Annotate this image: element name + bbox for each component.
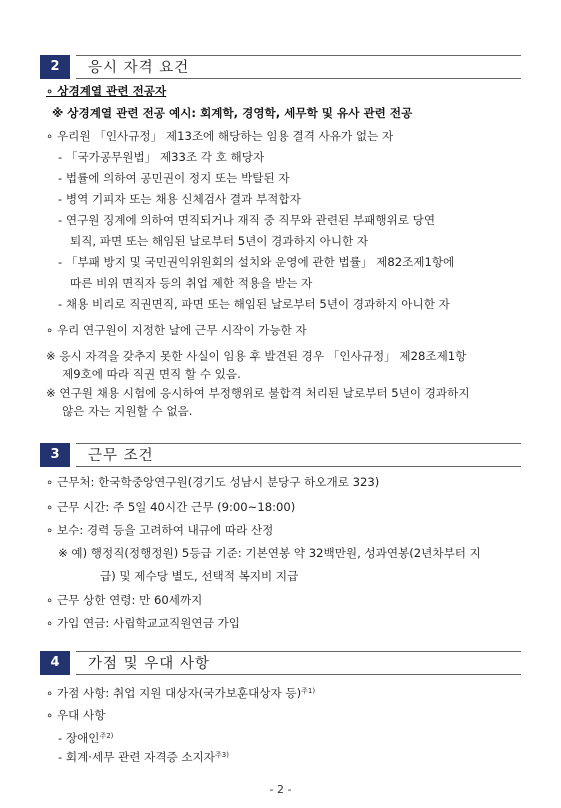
divider <box>76 78 521 79</box>
section-header-2 <box>40 55 521 79</box>
reg-sub-item: - 「부패 방지 및 국민권익위원회의 설치와 운영에 관한 법률」 제82조제1항에 <box>58 255 455 269</box>
pref-item: ∘ 우대 사항 <box>46 708 106 722</box>
reg-item: ∘ 우리원 「인사규정」 제13조에 해당하는 임용 결격 사유가 없는 자 <box>46 129 394 143</box>
major-heading: ∘ 상경계열 관련 전공자 <box>46 84 167 98</box>
pref-sub-item <box>58 728 113 746</box>
bonus-item <box>46 683 315 701</box>
work-item: ∘ 가입 연금: 사립학교교직원연금 가입 <box>46 616 240 630</box>
work-item: ∘ 보수: 경력 등을 고려하여 내규에 따라 산정 <box>46 523 274 537</box>
start-item: ∘ 우리 연구원이 지정한 날에 근무 시작이 가능한 자 <box>46 323 307 337</box>
note-line-cont: 제9호에 따라 직권 면직 할 수 있음. <box>62 367 241 381</box>
reg-sub-item: - 병역 기피자 또는 채용 신체검사 결과 부적합자 <box>58 192 301 206</box>
section-number: 3 <box>40 443 70 467</box>
work-item: ∘ 근무처: 한국학중앙연구원(경기도 성남시 분당구 하오개로 323) <box>46 475 380 489</box>
pref-sub-text: - 회계·세무 관련 자격증 소지자 <box>58 750 216 764</box>
footnote-ref: 주1) <box>301 687 316 695</box>
reg-sub-item-cont: 따른 비위 면직자 등의 취업 제한 적용을 받는 자 <box>70 276 313 290</box>
section-header-3 <box>40 443 521 467</box>
divider <box>76 466 521 467</box>
page-number: - 2 - <box>269 783 292 796</box>
reg-sub-item: - 법률에 의하여 공민권이 정지 또는 박탈된 자 <box>58 171 290 185</box>
note-line-cont: 않은 자는 지원할 수 없음. <box>62 404 193 418</box>
work-note: ※ 예) 행정직(정행정원) 5등급 기준: 기본연봉 약 32백만원, 성과연봉(2년차부터 지 <box>58 546 481 560</box>
work-item: ∘ 근무 시간: 주 5일 40시간 근무 (9:00~18:00) <box>46 500 296 514</box>
divider <box>76 674 521 675</box>
reg-sub-item: - 「국가공무원법」 제33조 각 호 해당자 <box>58 150 265 164</box>
work-item: ∘ 근무 상한 연령: 만 60세까지 <box>46 593 203 607</box>
work-note-cont: 급) 및 제수당 별도, 선택적 복지비 지급 <box>100 569 299 583</box>
reg-sub-item: - 연구원 징계에 의하여 면직되거나 재직 중 직무와 관련된 부패행위로 당연 <box>58 213 436 227</box>
reg-sub-item: - 채용 비리로 직권면직, 파면 또는 해임된 날로부터 5년이 경과하지 아니한 자 <box>58 297 450 311</box>
section-header-4 <box>40 651 521 675</box>
major-note: ※ 상경계열 관련 전공 예시: 회계학, 경영학, 세무학 및 유사 관련 전공 <box>52 106 413 120</box>
reg-sub-item-cont: 퇴직, 파면 또는 해임된 날로부터 5년이 경과하지 아니한 자 <box>70 234 369 248</box>
note-line: ※ 연구원 채용 시험에 응시하여 부정행위로 불합격 처리된 날로부터 5년이 경과하지 <box>46 386 470 400</box>
pref-sub-text: - 장애인 <box>58 731 100 745</box>
bonus-text: ∘ 가점 사항: 취업 지원 대상자(국가보훈대상자 등) <box>46 686 302 700</box>
pref-sub-item <box>58 747 229 765</box>
section-number: 4 <box>40 651 70 675</box>
footnote-ref: 주2) <box>99 732 114 740</box>
footnote-ref: 주3) <box>215 751 229 759</box>
section-title: 근무 조건 <box>88 448 154 464</box>
section-title: 응시 자격 요건 <box>88 60 190 76</box>
section-number: 2 <box>40 55 70 79</box>
section-title: 가점 및 우대 사항 <box>88 656 210 672</box>
note-line: ※ 응시 자격을 갖추지 못한 사실이 임용 후 발견된 경우 「인사규정」 제28조제1항 <box>46 349 467 363</box>
